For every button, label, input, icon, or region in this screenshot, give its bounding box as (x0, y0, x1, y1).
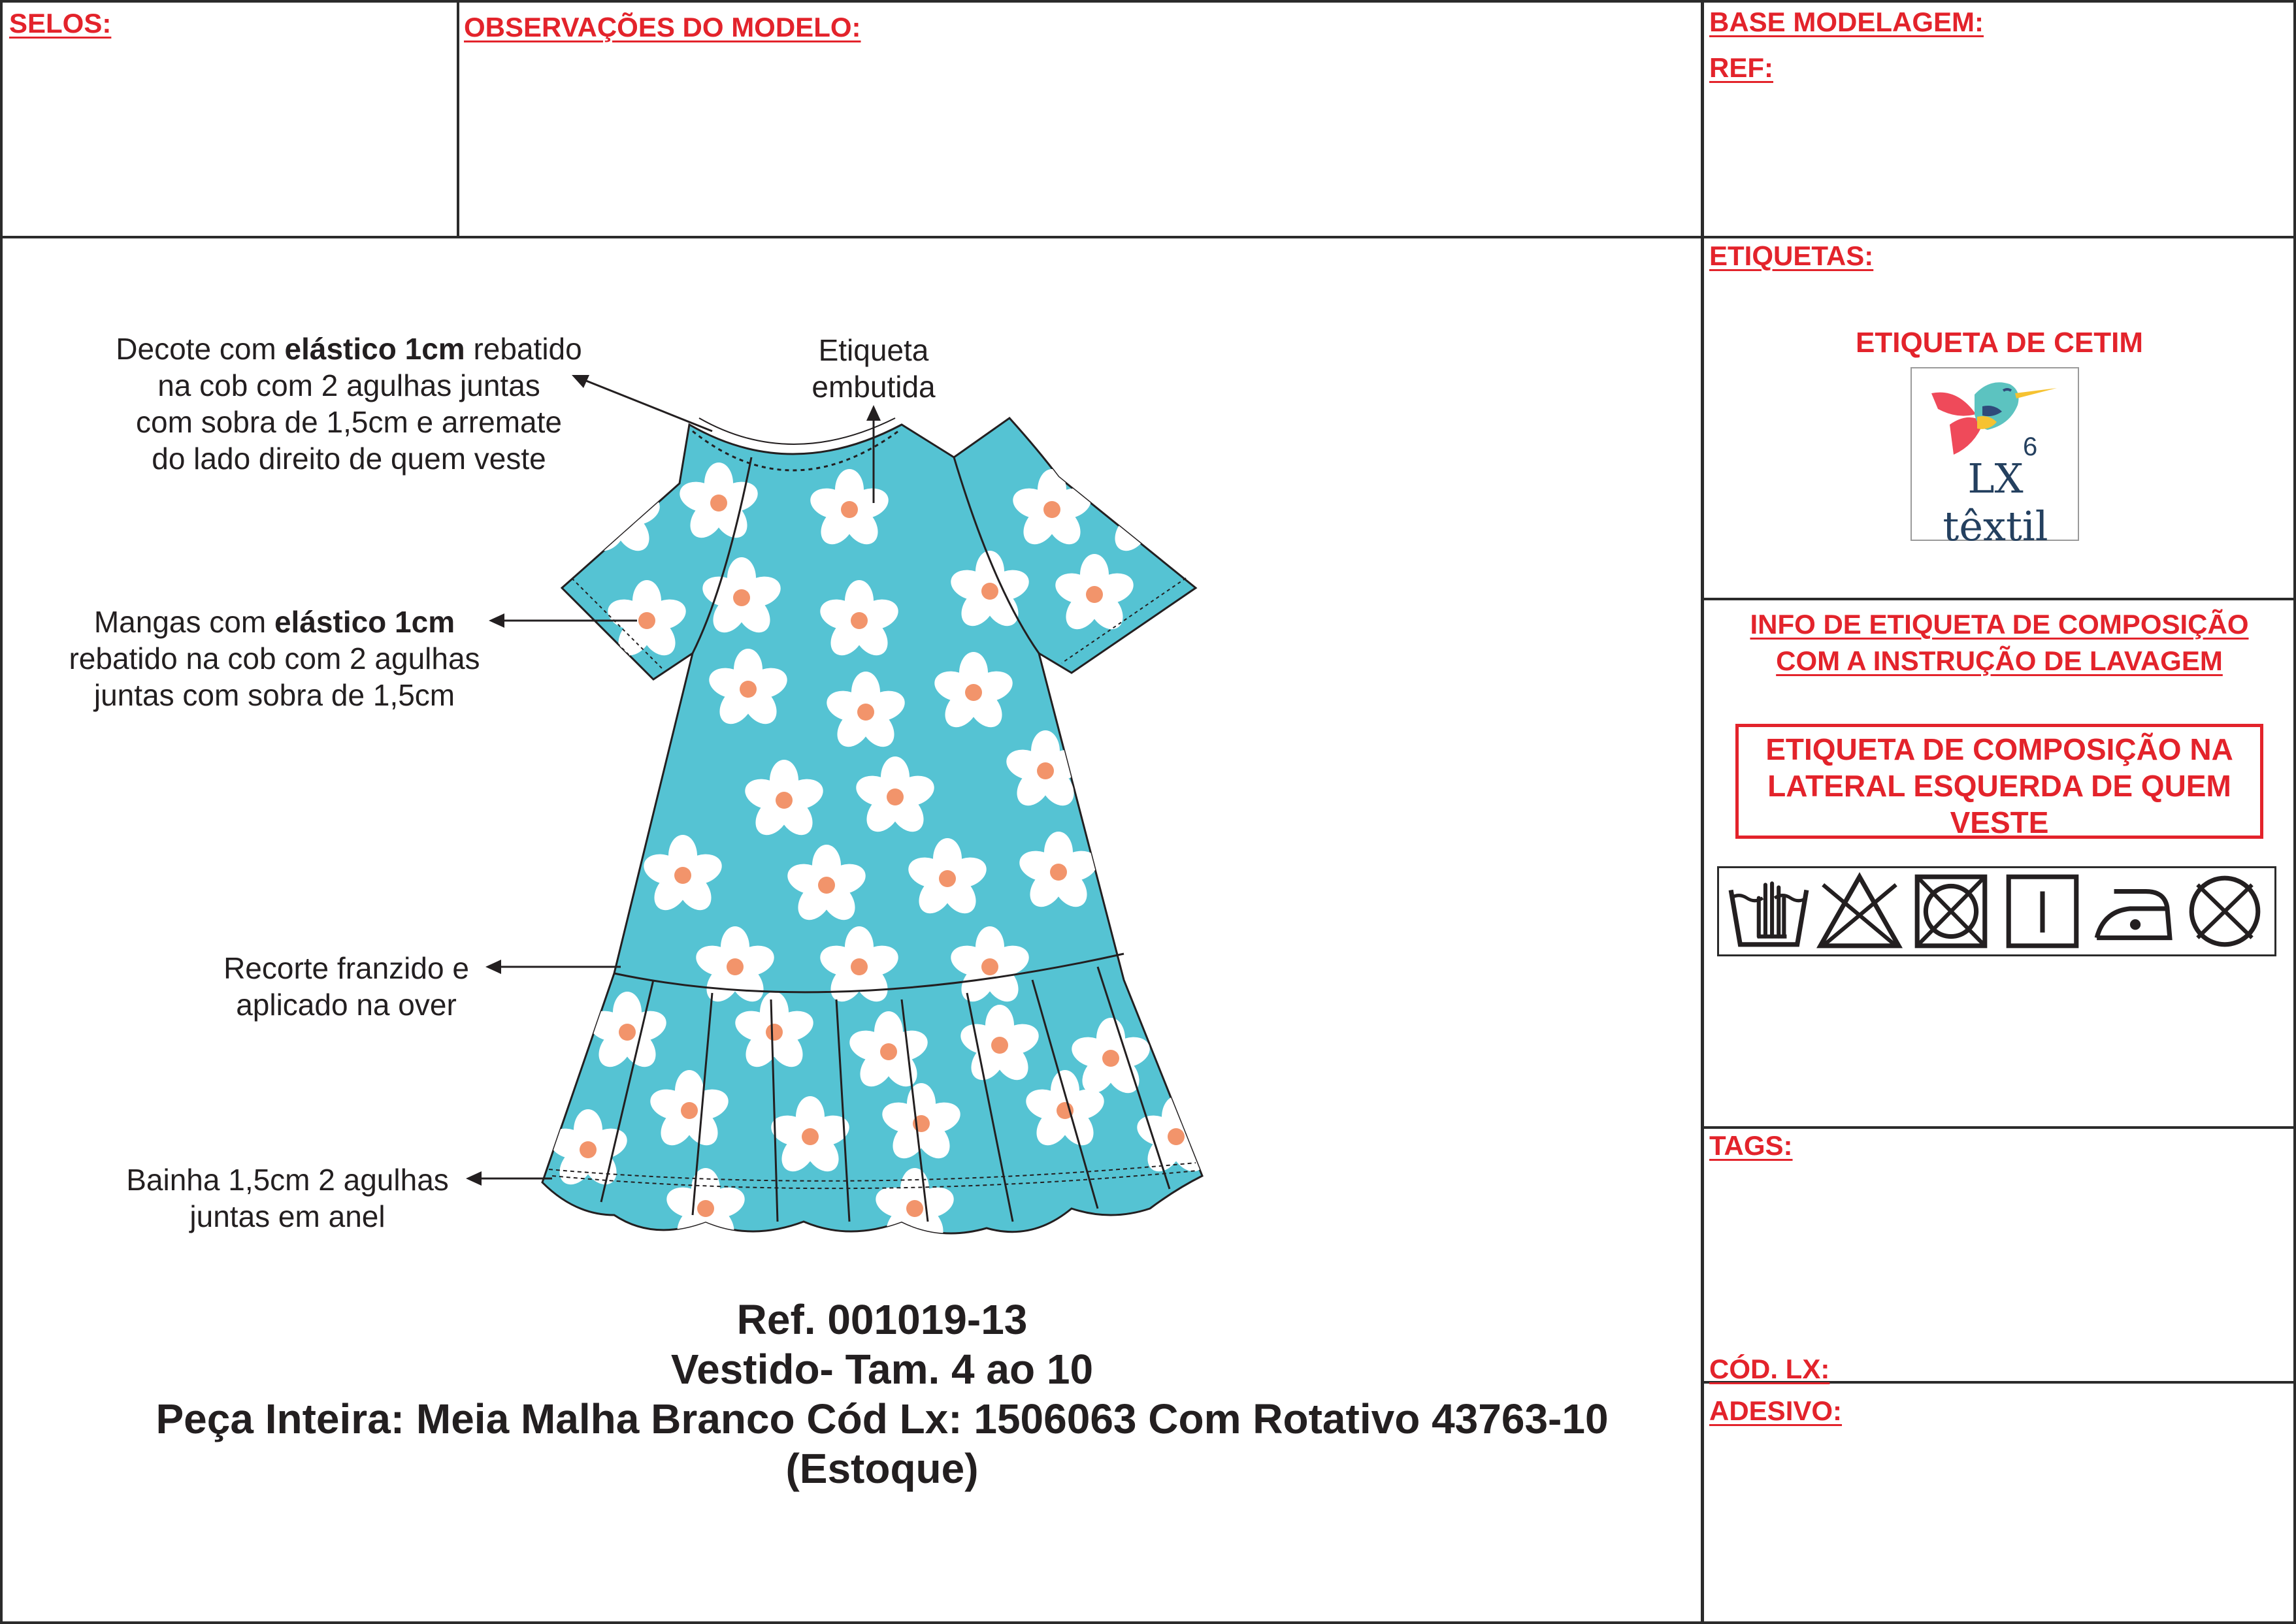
neckline-note-post: rebatido (465, 332, 582, 366)
embedded-label-line1: Etiqueta (818, 333, 929, 367)
product-description: Vestido- Tam. 4 ao 10 (670, 1346, 1094, 1393)
hem-annotation (98, 1161, 477, 1235)
adesivo-header: ADESIVO: (1709, 1395, 1843, 1426)
product-stock: (Estoque) (785, 1445, 979, 1492)
line-dry-icon (1999, 869, 2086, 953)
neckline-annotation (88, 331, 610, 477)
composition-line1: ETIQUETA DE COMPOSIÇÃO NA (1765, 732, 2233, 766)
do-not-tumble-dry-icon (1908, 869, 1994, 953)
dress-body (542, 418, 1219, 1250)
ref-header: REF: (1709, 52, 1773, 83)
neckline-note-line2: na cob com 2 agulhas juntas (157, 368, 540, 402)
divider-etiquetas-bottom (1702, 598, 2296, 600)
sleeves-note-line2: rebatido na cob com 2 agulhas (69, 641, 480, 675)
product-ref: Ref. 001019-13 (736, 1296, 1028, 1343)
border-bottom (0, 1621, 2296, 1624)
cutout-note-line2: aplicado na over (236, 988, 457, 1022)
product-info (78, 1295, 1686, 1493)
iron-low-icon (2090, 869, 2176, 953)
product-fabric: Peça Inteira: Meia Malha Branco Cód Lx: 1506063 Com Rotativo 43763-10 (156, 1395, 1609, 1442)
care-symbols (1717, 866, 2276, 956)
neckline-note-line4: do lado direito de quem veste (152, 442, 546, 476)
hand-wash-icon (1726, 869, 1812, 953)
composition-label-box (1735, 724, 2263, 839)
sleeves-note-bold: elástico 1cm (274, 605, 455, 639)
observacoes-header: OBSERVAÇÕES DO MODELO: (464, 12, 861, 42)
sleeves-annotation (39, 604, 510, 713)
info-composicao-line2: COM A INSTRUÇÃO DE LAVAGEM (1776, 645, 2223, 676)
neckline-note-line3: com sobra de 1,5cm e arremate (136, 405, 562, 439)
cod-lx-header: CÓD. LX: (1709, 1354, 1830, 1384)
selos-header: SELOS: (9, 8, 112, 39)
logo-size: 6 (2023, 432, 2038, 461)
composition-line3: VESTE (1950, 805, 2049, 839)
logo-text: LX têxtil (1943, 455, 2048, 550)
embedded-label-annotation (776, 332, 972, 405)
hummingbird-icon (1912, 368, 2078, 460)
satin-label-title: ETIQUETA DE CETIM (1856, 327, 2143, 359)
sleeves-note-pre: Mangas com (93, 605, 274, 639)
cutout-annotation (183, 950, 510, 1023)
info-composicao-line1: INFO DE ETIQUETA DE COMPOSIÇÃO (1750, 609, 2249, 640)
hem-note-line1: Bainha 1,5cm 2 agulhas (126, 1163, 449, 1197)
do-not-dry-clean-icon (2182, 869, 2268, 953)
neckline-note-pre: Decote com (116, 332, 285, 366)
info-composicao-header (1705, 606, 2293, 679)
cutout-note-line1: Recorte franzido e (223, 951, 469, 985)
composition-line2: LATERAL ESQUERDA DE QUEM (1767, 769, 2231, 803)
hem-note-line2: juntas em anel (189, 1199, 385, 1233)
brand-logo (1911, 367, 2079, 550)
tags-header: TAGS: (1709, 1130, 1793, 1161)
embedded-label-line2: embutida (812, 370, 936, 404)
etiquetas-header: ETIQUETAS: (1709, 240, 1874, 271)
sleeves-note-line3: juntas com sobra de 1,5cm (93, 678, 455, 712)
do-not-bleach-icon (1816, 869, 1903, 953)
divider-composicao-bottom (1702, 1126, 2296, 1129)
neckline-note-bold: elástico 1cm (284, 332, 465, 366)
base-modelagem-header: BASE MODELAGEM: (1709, 7, 1984, 37)
